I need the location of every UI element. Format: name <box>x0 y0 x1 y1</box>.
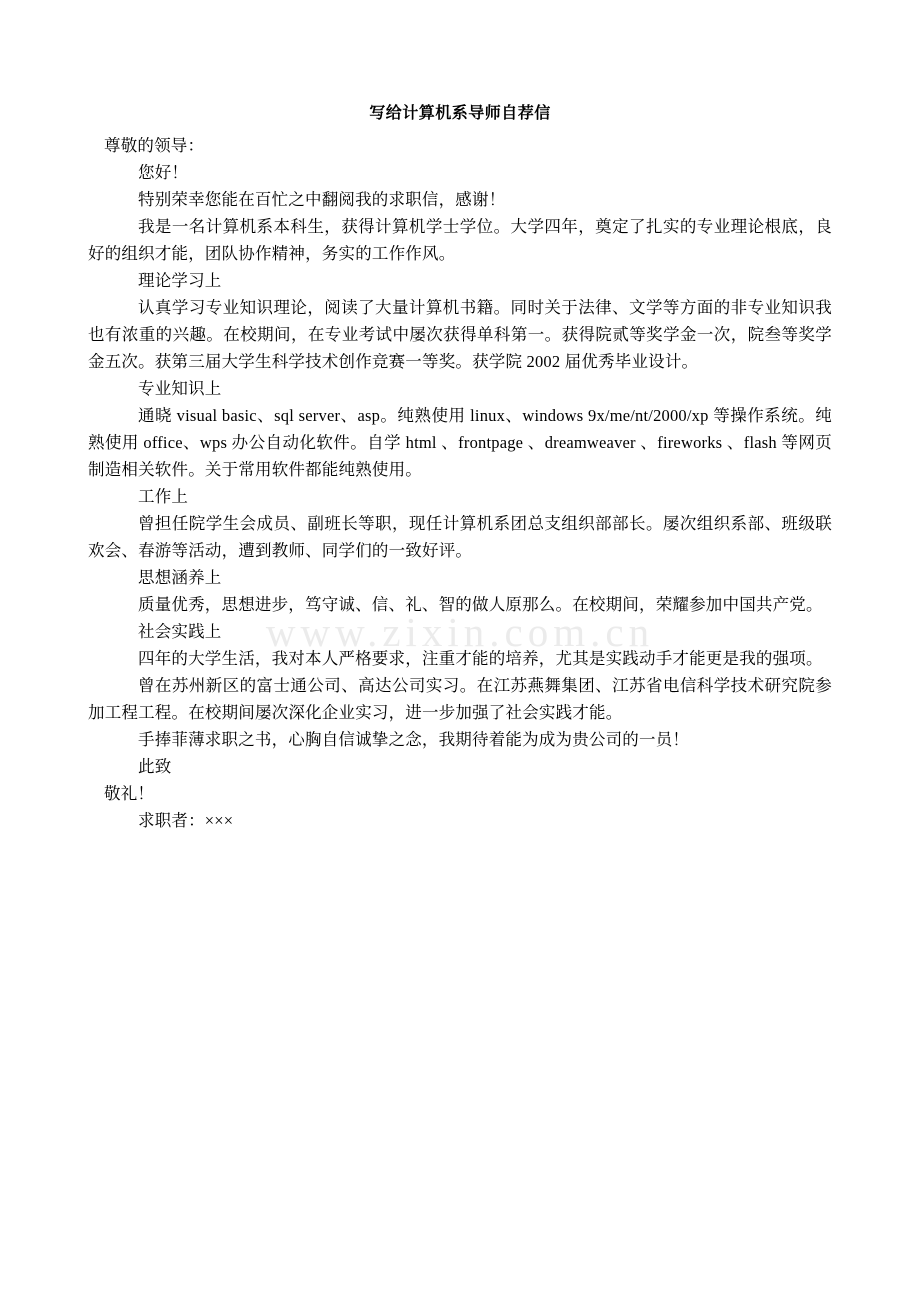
paragraph: 通晓 visual basic、sql server、asp。纯熟使用 linux、windows 9x/me/nt/2000/xp 等操作系统。纯熟使用 office、wps 办公自动化软件。自学 html 、frontpage 、dreamweaver 、fireworks 、flash 等网页制造相关软件。关于常用软件都能纯熟使用。 <box>88 406 832 479</box>
section-heading: 社会实践上 <box>138 622 222 641</box>
section-heading: 专业知识上 <box>138 379 222 398</box>
paragraph: 质量优秀，思想进步，笃守诚、信、礼、智的做人原那么。在校期间，荣耀参加中国共产党。 <box>138 595 823 614</box>
paragraph: 手捧菲薄求职之书，心胸自信诚挚之念，我期待着能为成为贵公司的一员！ <box>138 730 690 749</box>
document-body <box>88 132 832 834</box>
paragraph: 我是一名计算机系本科生，获得计算机学士学位。大学四年，奠定了扎实的专业理论根底，良好的组织才能，团队协作精神，务实的工作作风。 <box>88 217 832 263</box>
signature-line: 求职者：××× <box>138 811 234 830</box>
page-title: 写给计算机系导师自荐信 <box>369 105 551 122</box>
section-heading: 理论学习上 <box>138 271 222 290</box>
paragraph: 曾在苏州新区的富士通公司、高达公司实习。在江苏燕舞集团、江苏省电信科学技术研究院参加工程工程。在校期间屡次深化企业实习，进一步加强了社会实践才能。 <box>88 676 832 722</box>
watermark-text: www.zixin.com.cn <box>265 609 655 655</box>
paragraph: 曾担任院学生会成员、副班长等职，现任计算机系团总支组织部部长。屡次组织系部、班级联欢会、春游等活动，遭到教师、同学们的一致好评。 <box>88 514 832 560</box>
closing-line: 敬礼！ <box>104 784 155 803</box>
paragraph: 四年的大学生活，我对本人严格要求，注重才能的培养，尤其是实践动手才能更是我的强项。 <box>138 649 823 668</box>
section-heading: 思想涵养上 <box>138 568 222 587</box>
paragraph: 特别荣幸您能在百忙之中翻阅我的求职信，感谢！ <box>138 190 506 209</box>
paragraph: 尊敬的领导： <box>104 136 205 155</box>
closing-line: 此致 <box>138 757 172 776</box>
paragraph: 您好！ <box>138 163 189 182</box>
section-heading: 工作上 <box>138 487 189 506</box>
paragraph: 认真学习专业知识理论，阅读了大量计算机书籍。同时关于法律、文学等方面的非专业知识我也有浓重的兴趣。在校期间，在专业考试中屡次获得单科第一。获得院贰等奖学金一次，院叁等奖学金五次。获第三届大学生科学技术创作竞赛一等奖。获学院 2002 届优秀毕业设计。 <box>88 298 832 371</box>
